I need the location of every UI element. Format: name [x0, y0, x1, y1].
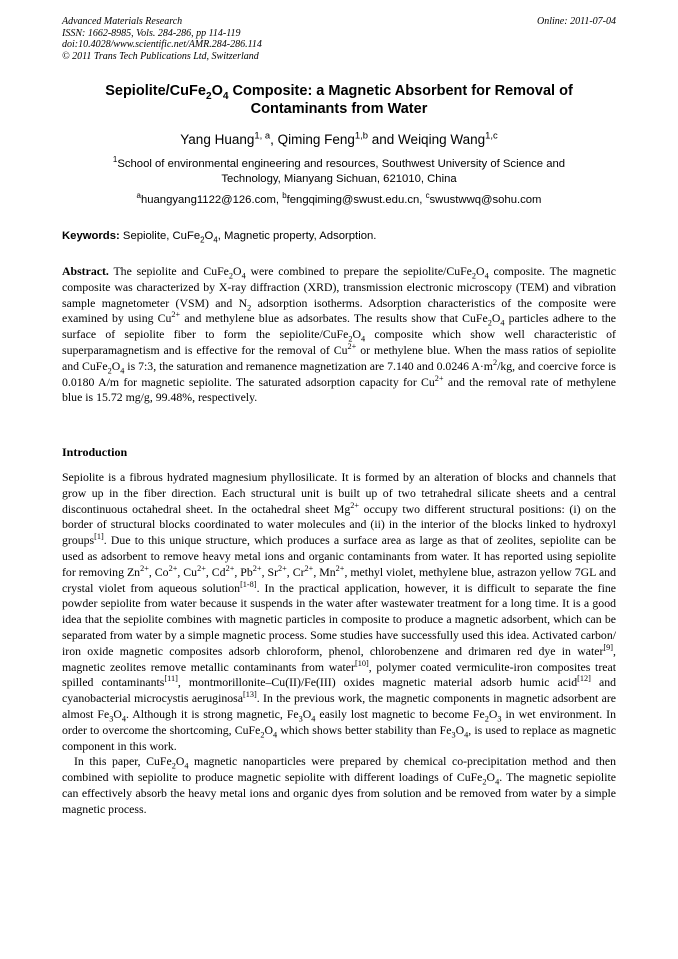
introduction-body: [62, 470, 616, 818]
citation[interactable]: [11]: [164, 674, 178, 684]
affiliation: $^1$School of environmental engineering and resources, Southwest University of Science and Technology, Mianyang Sichuan, 621010, China: [112, 155, 566, 185]
citation[interactable]: [9]: [603, 642, 614, 652]
copyright-line: © 2011 Trans Tech Publications Ltd, Switzerland: [62, 50, 259, 62]
intro-paragraph-1: Sepiolite is a fibrous hydrated magnesium phyllosilicate. It is formed by an alteration of blocks and channels that grow up in the fiber direction. Each structural unit is built up of two tetrahedral silicate sheets and a central discontinuous octahedral sheet. In the octahedral sheet $Mg^{2+}$ occupy two different structural positions: (i) on the border of structural blocks coordinated to water molecules and (ii) in the interior of the blocks linked to hydroxyl groups[1]. Due to this unique structure, which produces a surface area as large as that of zeolites, sepiolite can be used as adsorbent to remove heavy metal ions and organic contaminants from water. It has reported using sepiolite for removing $Zn^{2+}$, $Co^{2+}$, $Cu^{2+}$, $Cd^{2+}$, $Pb^{2+}$, $Sr^{2+}$, $Cr^{2+}$, $Mn^{2+}$, methyl violet, methylene blue, astrazon yellow 7GL and crystal violet from aqueous solution[1-8]. In the practical application, however, it is difficult to separate the fine powder sepiolite from water because it suspends in the water after wastewater treatment for a long time. It is a good idea that the sepiolite combines with magnetic particles in composite to produce a magnetic adsorbent, which can be separated from water by a simple magnetic process. Some studies have successfully used this idea. Activated carbon/ iron oxide magnetic composites adsorb chloroform, phenol, chlorobenzene and drimaren red dye in water[9], magnetic zeolites remove metallic contaminants from water[10], polymer coated vermiculite-iron composites treat spilled contaminants[11], montmorillonite–Cu(II)/Fe(III) oxides magnetic material adsorb humic acid[12] and cyanobacterial microcystis aeruginosa[13]. In the previous work, the magnetic components in magnetic adsorbent are almost $Fe_3O_4$. Although it is strong magnetic, $Fe_3O_4$ easily lost magnetic to become $Fe_2O_3$ in wet environment. In order to overcome the shortcoming, $CuFe_2O_4$ which shows better stability than $Fe_3O_4$, is used to replace as magnetic component in this work.: [62, 470, 617, 753]
issn-line: ISSN: 1662-8985, Vols. 284-286, pp 114-119: [62, 27, 241, 39]
keywords: Keywords: Sepiolite, $CuFe_2O_4$, Magnetic property, Adsorption.: [62, 230, 377, 245]
doi-line: doi:10.4028/www.scientific.net/AMR.284-286.114: [62, 39, 262, 50]
author-list: Yang Huang$^{1, a}$, Qiming Feng$^{1,b}$ and Weiqing Wang$^{1,c}$: [180, 130, 498, 147]
citation[interactable]: [13]: [242, 690, 257, 700]
keywords-label: Keywords:: [62, 230, 120, 242]
citation[interactable]: [10]: [354, 658, 369, 668]
citation[interactable]: [1]: [94, 532, 104, 542]
journal-header: [62, 16, 616, 62]
email-link-c[interactable]: swustwwq@sohu.com: [429, 194, 542, 206]
section-heading-introduction: Introduction: [62, 445, 128, 459]
journal-name: Advanced Materials Research: [62, 16, 183, 27]
email-link-b[interactable]: fengqiming@swust.edu.cn,: [286, 194, 426, 206]
citation[interactable]: [12]: [577, 674, 591, 684]
abstract: Abstract. The sepiolite and $CuFe_2O_4$ were combined to prepare the sepiolite/$CuFe_2O_4$ composite. The magnetic composite was characterized by X-ray diffraction (XRD), transmission electronic microscopy (TEM) and vibration sample magnetometer (VSM) and $N_2$ adsorption isotherms. Adsorption characteristics of the composite were examined by using $Cu^{2+}$ and methylene blue as adsorbates. The results show that $CuFe_2O_4$ particles adhere to the surface of sepiolite fiber to form the sepiolite/$CuFe_2O_4$ composite which show well characteristic of superparamagnetism and is effective for the removal of $Cu^{2+}$ or methylene blue. When the mass ratios of sepiolite and $CuFe_2O_4$ is 7:3, the saturation and remanence magnetization are 7.140 and 0.0246 $A\cdot m^2/kg$, and coercive force is 0.0180 A/m for magnetic sepiolite. The saturated adsorption capacity for $Cu^{2+}$ and the removal rate of methylene blue is 15.72 mg/g, 99.48%, respectively.: [62, 264, 616, 405]
paper-title: Sepiolite/$CuFe_2O_4$ Composite: a Magnetic Absorbent for Removal of Contaminants from Water: [105, 83, 573, 117]
author-emails: $^a$huangyang1122@126.com, $^b$fengqiming@swust.edu.cn, $^c$swustwwq@sohu.com: [136, 191, 542, 206]
online-date: Online: 2011-07-04: [537, 16, 616, 27]
email-link-a[interactable]: huangyang1122@126.com,: [140, 194, 283, 206]
intro-paragraph-2: In this paper, $CuFe_2O_4$ magnetic nanoparticles were prepared by chemical co-precipitation method and then combined with sepiolite to produce magnetic sepiolite with different loadings of $CuFe_2O_4$. The magnetic sepiolite can effectively absorb the heavy metal ions and organic dyes from solution and be removed from water by a simple magnetic process.: [62, 754, 616, 816]
citation[interactable]: [1-8]: [240, 579, 257, 589]
abstract-label: Abstract.: [62, 264, 109, 278]
